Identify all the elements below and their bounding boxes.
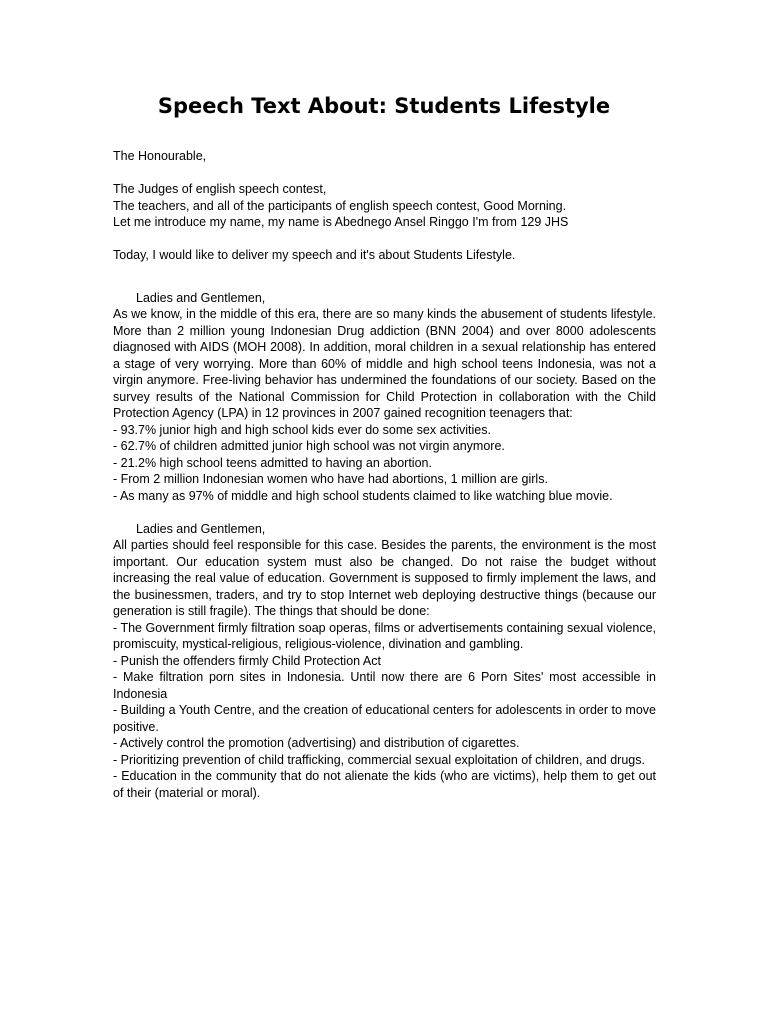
- action-item: - Prioritizing prevention of child trafficking, commercial sexual exploitation of children, and drugs.: [113, 752, 645, 767]
- section-address: Ladies and Gentlemen,: [136, 521, 266, 536]
- section-paragraph: All parties should feel responsible for this case. Besides the parents, the environment is the most important. Our education system must also be changed. Do not raise the budget without increasing the real value of education. Government is supposed to firmly implement the laws, and the businessmen, traders, and try to stop Internet web deploying destructive things (because our generation is still fragile). The things that should be done:: [113, 538, 656, 618]
- greeting-line: Let me introduce my name, my name is Abednego Ansel Ringgo I'm from 129 JHS: [113, 215, 569, 229]
- action-item: - Actively control the promotion (advertising) and distribution of cigarettes.: [113, 736, 520, 750]
- salutation: The Honourable,: [113, 149, 207, 163]
- statistic-item: - 93.7% junior high and high school kids ever do some sex activities.: [113, 422, 491, 437]
- document-body: [113, 148, 656, 801]
- section-paragraph: As we know, in the middle of this era, there are so many kinds the abusement of students lifestyle. More than 2 million young Indonesian Drug addiction (BNN 2004) and over 8000 adolescents diagnosed with AIDS (MOH 2008). In addition, moral children in a sexual relationship has entered a stage of very worrying. More than 60% of middle and high school teens Indonesia, was not a virgin anymore. Free-living behavior has undermined the foundations of our society. Based on the survey results of the National Commission for Child Protection in collaboration with the Child Protection Agency (LPA) in 12 provinces in 2007 gained recognition teenagers that:: [113, 307, 656, 420]
- statistic-item: - From 2 million Indonesian women who have had abortions, 1 million are girls.: [113, 472, 548, 486]
- action-item: - Education in the community that do not alienate the kids (who are victims), help them to get out of their (material or moral).: [113, 769, 656, 800]
- section-one: [113, 290, 656, 505]
- greeting-block: [113, 181, 656, 231]
- action-item: - Make filtration porn sites in Indonesia. Until now there are 6 Porn Sites' most accessible in Indonesia: [113, 670, 656, 701]
- statistic-item: - 62.7% of children admitted junior high school was not virgin anymore.: [113, 439, 505, 453]
- statistic-item: - As many as 97% of middle and high school students claimed to like watching blue movie.: [113, 488, 613, 503]
- section-two: [113, 521, 656, 802]
- section-address: Ladies and Gentlemen,: [136, 290, 266, 305]
- action-item: - Punish the offenders firmly Child Protection Act: [113, 653, 381, 668]
- greeting-line: The Judges of english speech contest,: [113, 182, 327, 196]
- document-title: Speech Text About: Students Lifestyle: [157, 94, 611, 118]
- intro-line: Today, I would like to deliver my speech and it's about Students Lifestyle.: [113, 248, 516, 262]
- statistic-item: - 21.2% high school teens admitted to having an abortion.: [113, 455, 432, 470]
- greeting-line: The teachers, and all of the participants of english speech contest, Good Morning.: [113, 198, 567, 213]
- action-item: - Building a Youth Centre, and the creation of educational centers for adolescents in order to move positive.: [113, 703, 656, 734]
- action-item: - The Government firmly filtration soap operas, films or advertisements containing sexual violence, promiscuity, mystical-religious, religious-violence, divination and gambling.: [113, 620, 656, 651]
